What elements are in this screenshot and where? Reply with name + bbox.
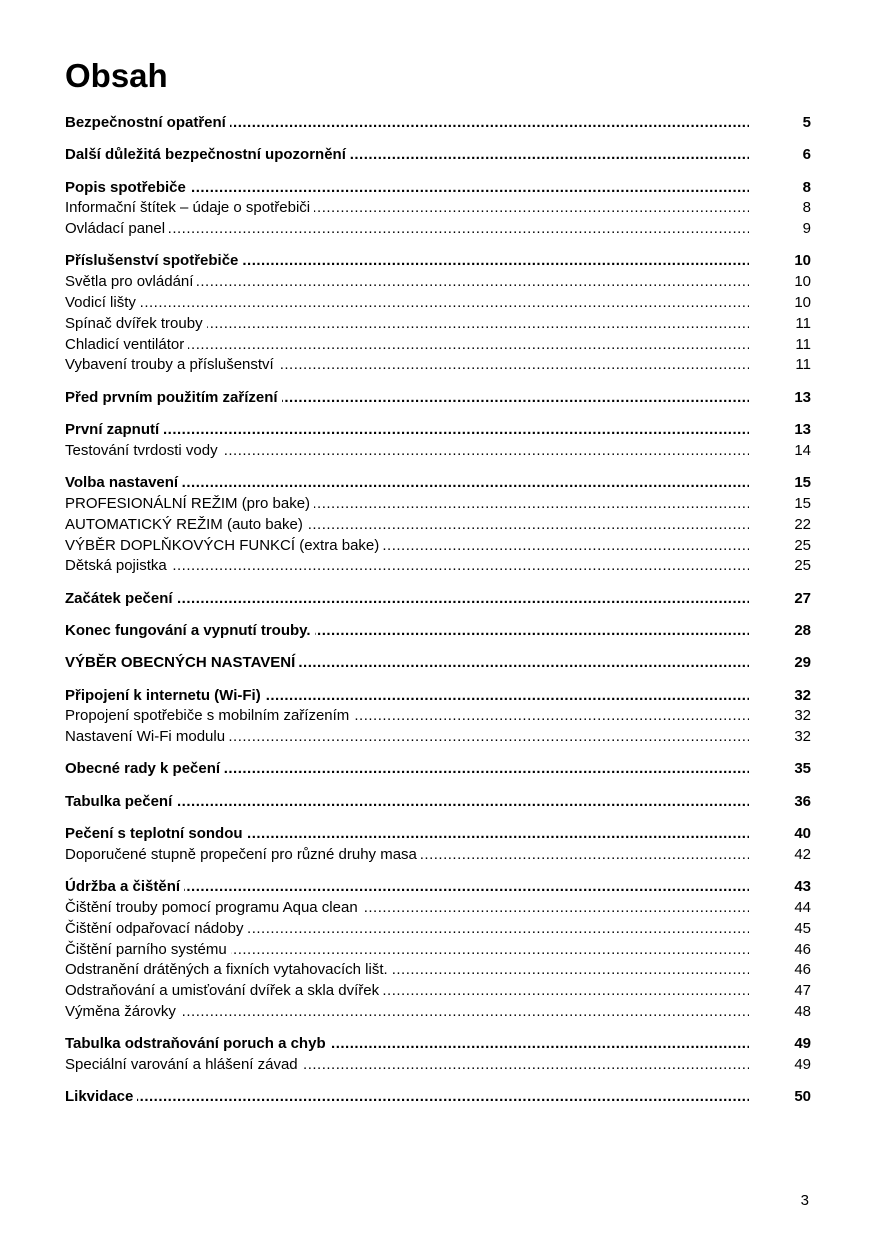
toc-subentry[interactable]	[65, 219, 811, 240]
toc-page-number: 8	[802, 178, 811, 196]
toc-entry-title: Bezpečnostní opatření	[65, 114, 230, 131]
toc-leader	[65, 1002, 749, 1023]
toc-subentry[interactable]	[65, 536, 811, 557]
toc-entry-title: Volba nastavení	[65, 474, 182, 491]
toc-entry-title: Propojení spotřebiče s mobilním zařízením	[65, 707, 353, 724]
toc-section	[65, 251, 811, 376]
toc-heading-entry[interactable]	[65, 178, 811, 199]
toc-page-number: 47	[794, 982, 811, 1000]
toc-heading-entry[interactable]	[65, 113, 811, 134]
toc-leader	[65, 314, 749, 335]
toc-subentry[interactable]	[65, 1055, 811, 1076]
toc-leader	[65, 441, 749, 462]
toc-entry-title: Další důležitá bezpečnostní upozornění	[65, 146, 350, 163]
toc-heading-entry[interactable]	[65, 877, 811, 898]
toc-entry-title: Čištění odpařovací nádoby	[65, 920, 247, 937]
toc-entry-title: Vodicí lišty	[65, 294, 140, 311]
toc-section	[65, 621, 811, 642]
toc-leader	[65, 824, 749, 845]
toc-page-number: 29	[794, 654, 811, 672]
toc-subentry[interactable]	[65, 494, 811, 515]
toc-entry-title: Spínač dvířek trouby	[65, 315, 207, 332]
toc-entry-title: Příslušenství spotřebiče	[65, 252, 242, 269]
toc-page-number: 40	[794, 825, 811, 843]
toc-page-number: 46	[794, 961, 811, 979]
toc-entry-title: Doporučené stupně propečení pro různé druhy masa	[65, 846, 421, 863]
toc-section	[65, 653, 811, 674]
toc-heading-entry[interactable]	[65, 1087, 811, 1108]
toc-leader	[65, 494, 749, 515]
toc-entry-title: Čištění trouby pomocí programu Aqua clean	[65, 899, 362, 916]
toc-page-number: 32	[794, 707, 811, 725]
toc-entry-title: Vybavení trouby a příslušenství	[65, 356, 278, 373]
toc-leader	[65, 178, 749, 199]
toc-leader	[65, 877, 749, 898]
toc-page-number: 8	[802, 199, 811, 217]
toc-entry-title: Chladicí ventilátor	[65, 336, 188, 353]
toc-leader	[65, 759, 749, 780]
page-number: 3	[800, 1192, 809, 1209]
toc-leader	[65, 686, 749, 707]
toc-page-number: 9	[802, 220, 811, 238]
toc-subentry[interactable]	[65, 335, 811, 356]
toc-heading-entry[interactable]	[65, 653, 811, 674]
toc-leader	[65, 219, 749, 240]
toc-entry-title: Testování tvrdosti vody	[65, 442, 222, 459]
toc-page-number: 15	[794, 474, 811, 492]
toc-heading-entry[interactable]	[65, 1034, 811, 1055]
toc-entry-title: Speciální varování a hlášení závad	[65, 1056, 302, 1073]
toc-heading-entry[interactable]	[65, 759, 811, 780]
toc-leader	[65, 706, 749, 727]
toc-page-number: 27	[794, 589, 811, 607]
toc-section	[65, 792, 811, 813]
toc-entry-title: Údržba a čištění	[65, 878, 184, 895]
toc-leader	[65, 589, 749, 610]
toc-entry-title: Obecné rady k pečení	[65, 760, 224, 777]
toc-page-number: 42	[794, 845, 811, 863]
toc-subentry[interactable]	[65, 706, 811, 727]
toc-entry-title: VÝBĚR DOPLŇKOVÝCH FUNKCÍ (extra bake)	[65, 537, 383, 554]
toc-section	[65, 113, 811, 134]
toc-page-number: 43	[794, 878, 811, 896]
toc-leader	[65, 251, 749, 272]
toc-subentry[interactable]	[65, 515, 811, 536]
toc-subentry[interactable]	[65, 981, 811, 1002]
toc-page-number: 32	[794, 686, 811, 704]
toc-section	[65, 686, 811, 748]
toc-page-number: 10	[794, 273, 811, 291]
toc-entry-title: Odstranění drátěných a fixních vytahovacích lišt.	[65, 961, 392, 978]
toc-entry-title: První zapnutí	[65, 421, 163, 438]
toc-leader	[65, 845, 749, 866]
toc-entry-title: Odstraňování a umisťování dvířek a skla dvířek	[65, 982, 383, 999]
toc-entry-title: AUTOMATICKÝ REŽIM (auto bake)	[65, 516, 307, 533]
toc-entry-title: Dětská pojistka	[65, 557, 171, 574]
toc-page-number: 48	[794, 1002, 811, 1020]
toc-page-number: 14	[794, 441, 811, 459]
toc-leader	[65, 981, 749, 1002]
toc-heading-entry[interactable]	[65, 824, 811, 845]
toc-leader	[65, 1034, 749, 1055]
toc-leader	[65, 388, 749, 409]
toc-section	[65, 420, 811, 462]
toc-section	[65, 1034, 811, 1076]
toc-entry-title: Likvidace	[65, 1088, 137, 1105]
toc-leader	[65, 1055, 749, 1076]
toc-subentry[interactable]	[65, 314, 811, 335]
toc-subentry[interactable]	[65, 293, 811, 314]
toc-entry-title: PROFESIONÁLNÍ REŽIM (pro bake)	[65, 495, 314, 512]
toc-section	[65, 759, 811, 780]
toc-page-number: 11	[795, 335, 811, 353]
toc-entry-title: Pečení s teplotní sondou	[65, 825, 247, 842]
toc-heading-entry[interactable]	[65, 589, 811, 610]
toc-entry-title: Ovládací panel	[65, 220, 169, 237]
toc-leader	[65, 198, 749, 219]
toc-entry-title: Před prvním použitím zařízení	[65, 389, 282, 406]
toc-section	[65, 145, 811, 166]
toc-subentry[interactable]	[65, 919, 811, 940]
page-title: Obsah	[65, 57, 168, 94]
toc-section	[65, 178, 811, 240]
toc-section	[65, 473, 811, 577]
toc-leader	[65, 919, 749, 940]
toc-page-number: 13	[794, 421, 811, 439]
toc-leader	[65, 113, 749, 134]
toc-subentry[interactable]	[65, 940, 811, 961]
toc-subentry[interactable]	[65, 898, 811, 919]
toc-subentry[interactable]	[65, 355, 811, 376]
toc-subentry[interactable]	[65, 272, 811, 293]
toc-entry-title: Čištění parního systému	[65, 941, 231, 958]
toc-entry-title: Tabulka odstraňování poruch a chyb	[65, 1035, 330, 1052]
toc-heading-entry[interactable]	[65, 792, 811, 813]
toc-page-number: 10	[794, 252, 811, 270]
toc-leader	[65, 727, 749, 748]
toc-page-number: 13	[794, 388, 811, 406]
toc-entry-title: Tabulka pečení	[65, 793, 176, 810]
toc-heading-entry[interactable]	[65, 473, 811, 494]
toc-heading-entry[interactable]	[65, 145, 811, 166]
toc-page-number: 49	[794, 1035, 811, 1053]
toc-page-number: 25	[794, 557, 811, 575]
toc-section	[65, 824, 811, 866]
toc-subentry[interactable]	[65, 441, 811, 462]
toc-page-number: 45	[794, 919, 811, 937]
toc-subentry[interactable]	[65, 960, 811, 981]
toc-subentry[interactable]	[65, 727, 811, 748]
toc-page-number: 32	[794, 728, 811, 746]
toc-page-number: 49	[794, 1055, 811, 1073]
toc-entry-title: Začátek pečení	[65, 590, 177, 607]
toc-leader	[65, 898, 749, 919]
toc-entry-title: Popis spotřebiče	[65, 179, 190, 196]
toc-section	[65, 388, 811, 409]
toc-leader	[65, 556, 749, 577]
toc-page-number: 28	[794, 621, 811, 639]
toc-page-number: 15	[794, 494, 811, 512]
toc-heading-entry[interactable]	[65, 251, 811, 272]
toc-entry-title: VÝBĚR OBECNÝCH NASTAVENÍ	[65, 654, 299, 671]
toc-page-number: 50	[794, 1088, 811, 1106]
toc-entry-title: Výměna žárovky	[65, 1003, 180, 1020]
toc-entry-title: Informační štítek – údaje o spotřebiči	[65, 199, 314, 216]
toc-page-number: 11	[795, 314, 811, 332]
toc-entry-title: Konec fungování a vypnutí trouby.	[65, 622, 315, 639]
toc-heading-entry[interactable]	[65, 621, 811, 642]
toc-page-number: 11	[795, 356, 811, 374]
toc-leader	[65, 145, 749, 166]
toc-page-number: 5	[802, 114, 811, 131]
toc-leader	[65, 335, 749, 356]
toc-heading-entry[interactable]	[65, 388, 811, 409]
toc-subentry[interactable]	[65, 198, 811, 219]
toc-leader	[65, 621, 749, 642]
toc-page-number: 35	[794, 760, 811, 778]
toc-leader	[65, 960, 749, 981]
toc-entry-title: Připojení k internetu (Wi-Fi)	[65, 687, 265, 704]
toc-page-number: 22	[794, 515, 811, 533]
toc-heading-entry[interactable]	[65, 420, 811, 441]
toc-page-number: 10	[794, 294, 811, 312]
toc-entry-title: Světla pro ovládání	[65, 273, 197, 290]
toc-leader	[65, 536, 749, 557]
toc-leader	[65, 1087, 749, 1108]
toc-leader	[65, 653, 749, 674]
toc-entry-title: Nastavení Wi-Fi modulu	[65, 728, 229, 745]
toc-page-number: 25	[794, 536, 811, 554]
toc-subentry[interactable]	[65, 556, 811, 577]
toc-leader	[65, 355, 749, 376]
toc-heading-entry[interactable]	[65, 686, 811, 707]
toc-page-number: 46	[794, 940, 811, 958]
toc-leader	[65, 792, 749, 813]
toc-leader	[65, 515, 749, 536]
toc-leader	[65, 293, 749, 314]
toc-leader	[65, 420, 749, 441]
toc-section	[65, 877, 811, 1023]
toc-leader	[65, 473, 749, 494]
toc-subentry[interactable]	[65, 1002, 811, 1023]
toc-leader	[65, 272, 749, 293]
toc-page-number: 44	[794, 898, 811, 916]
toc-page-number: 6	[802, 146, 811, 164]
toc-section	[65, 1087, 811, 1108]
toc-subentry[interactable]	[65, 845, 811, 866]
table-of-contents	[65, 113, 811, 1120]
toc-leader	[65, 940, 749, 961]
toc-section	[65, 589, 811, 610]
toc-page-number: 36	[794, 792, 811, 810]
